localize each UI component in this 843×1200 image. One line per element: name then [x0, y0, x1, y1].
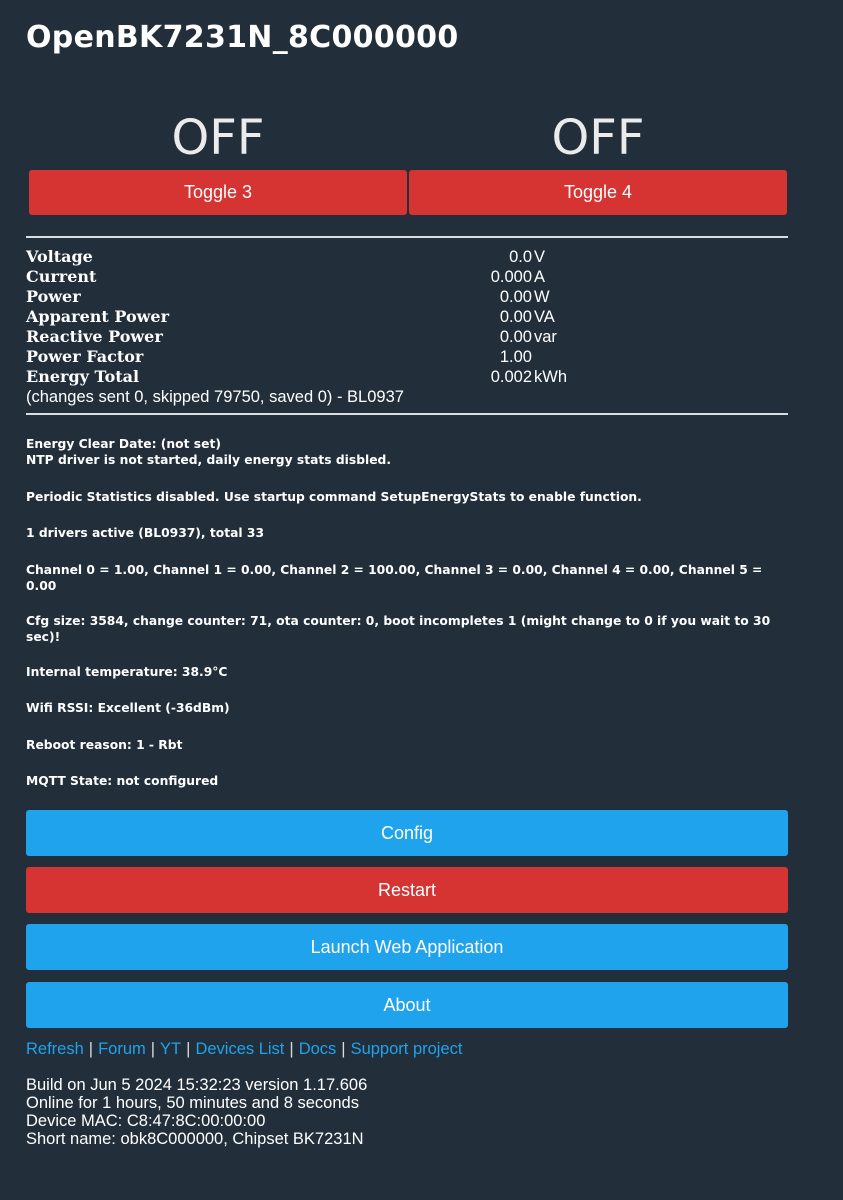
- link-separator: |: [341, 1040, 346, 1058]
- reboot-reason: Reboot reason: 1 - Rbt: [26, 738, 183, 752]
- link-separator: |: [186, 1040, 191, 1058]
- energy-table: [26, 247, 567, 387]
- toggle-3-column: [28, 108, 408, 215]
- energy-label: Reactive Power: [26, 327, 163, 346]
- forum-link[interactable]: Forum: [98, 1040, 146, 1058]
- energy-row-energy-total: [26, 367, 567, 387]
- ntp-status: NTP driver is not started, daily energy stats disbled.: [26, 453, 392, 467]
- config-button[interactable]: Config: [26, 810, 788, 856]
- restart-button[interactable]: Restart: [26, 867, 788, 913]
- energy-unit: W: [534, 288, 550, 306]
- uptime-info: Online for 1 hours, 50 minutes and 8 seconds: [26, 1094, 359, 1112]
- energy-row-apparent-power: [26, 307, 567, 327]
- energy-row-power-factor: [26, 347, 567, 367]
- yt-link[interactable]: YT: [160, 1040, 182, 1058]
- divider-bottom: [26, 413, 788, 415]
- energy-label: Voltage: [26, 247, 93, 266]
- periodic-statistics: Periodic Statistics disabled. Use startup command SetupEnergyStats to enable function.: [26, 490, 642, 504]
- energy-value: 0.0: [509, 248, 532, 266]
- toggle-4-state: OFF: [551, 110, 645, 166]
- energy-value: 0.00: [499, 328, 532, 346]
- energy-unit: VA: [534, 308, 555, 326]
- divider-top: [26, 236, 788, 238]
- internal-temperature: Internal temperature: 38.9°C: [26, 665, 228, 679]
- drivers-active: 1 drivers active (BL0937), total 33: [26, 526, 264, 540]
- about-button[interactable]: About: [26, 982, 788, 1028]
- energy-unit: A: [534, 268, 546, 286]
- support-project-link[interactable]: Support project: [350, 1040, 463, 1058]
- device-title: OpenBK7231N_8C000000: [26, 20, 459, 55]
- device-mac: Device MAC: C8:47:8C:00:00:00: [26, 1112, 266, 1130]
- link-separator: |: [88, 1040, 94, 1058]
- energy-unit: var: [534, 328, 557, 346]
- devices-list-link[interactable]: Devices List: [195, 1040, 285, 1058]
- energy-label: Energy Total: [26, 367, 140, 386]
- energy-unit: V: [534, 248, 546, 266]
- energy-unit: kWh: [534, 368, 567, 386]
- energy-value: 0.000: [490, 268, 532, 286]
- energy-label: Apparent Power: [26, 307, 170, 326]
- footer-links: [26, 1040, 462, 1059]
- energy-row-current: [26, 267, 567, 287]
- energy-label: Power Factor: [26, 347, 144, 366]
- toggle-3-state: OFF: [171, 110, 265, 166]
- docs-link[interactable]: Docs: [298, 1040, 337, 1058]
- toggle-section: [28, 108, 788, 215]
- energy-value: 1.00: [499, 348, 532, 366]
- link-separator: |: [289, 1040, 294, 1058]
- energy-row-reactive-power: [26, 327, 567, 347]
- launch-web-application-button[interactable]: Launch Web Application: [26, 924, 788, 970]
- cfg-info: Cfg size: 3584, change counter: 71, ota counter: 0, boot incompletes 1 (might change to 0 if you wait to 30 sec)!: [26, 614, 771, 644]
- link-separator: |: [150, 1040, 156, 1058]
- energy-row-voltage: [26, 247, 567, 267]
- energy-value: 0.00: [499, 288, 532, 306]
- toggle-4-column: [408, 108, 788, 215]
- energy-value: 0.00: [499, 308, 532, 326]
- wifi-rssi: Wifi RSSI: Excellent (-36dBm): [26, 701, 230, 715]
- short-name: Short name: obk8C000000, Chipset BK7231N: [26, 1130, 364, 1148]
- build-info: Build on Jun 5 2024 15:32:23 version 1.17.606: [26, 1076, 368, 1094]
- mqtt-state: MQTT State: not configured: [26, 774, 219, 788]
- energy-clear-date: Energy Clear Date: (not set): [26, 437, 221, 451]
- energy-changes-note: (changes sent 0, skipped 79750, saved 0) - BL0937: [26, 388, 404, 406]
- energy-label: Power: [26, 287, 81, 306]
- refresh-link[interactable]: Refresh: [26, 1040, 84, 1058]
- channel-values: Channel 0 = 1.00, Channel 1 = 0.00, Channel 2 = 100.00, Channel 3 = 0.00, Channel 4 = 0.00, Channel 5 = 0.00: [26, 563, 763, 593]
- energy-label: Current: [26, 267, 97, 286]
- toggle-3-button[interactable]: Toggle 3: [29, 170, 407, 215]
- device-footer: [26, 1076, 367, 1148]
- energy-value: 0.002: [490, 368, 532, 386]
- energy-row-power: [26, 287, 567, 307]
- toggle-4-button[interactable]: Toggle 4: [409, 170, 787, 215]
- energy-unit: [534, 347, 567, 367]
